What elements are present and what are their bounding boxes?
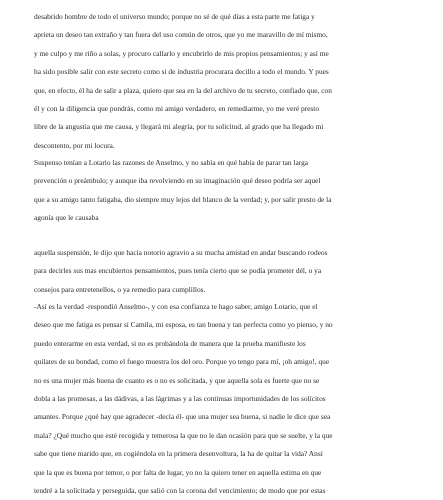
text-line: libre de la angustia que me causa, y llegará mi alegría, por tu solicitud, al grado que ha llegado mi [34, 122, 324, 132]
text-line: amantes. Porque ¿qué hay que agradecer -decía él- que una mujer sea buena, si nadie le dice que sea [34, 412, 331, 422]
text-line: agonía que le causaba [34, 213, 99, 223]
text-line: él y con la diligencia que pondrás, como mi amigo verdadero, en remediarme, yo me veré presto [34, 104, 320, 114]
text-line: consejos para entretenellos, o ya remedio para cumplillos. [34, 284, 206, 294]
text-line: ha sido posible salir con este secreto como si de industria procurara decillo a todo el mundo. Y pues [34, 67, 329, 77]
text-line: -Así es la verdad -respondió Anselmo-, y con esa confianza te hago saber, amigo Lotario, que el [34, 302, 318, 311]
text-line: Suspenso tenían a Lotario las razones de Anselmo, y no sabía en qué había de parar tan larga [34, 158, 309, 167]
text-line: descontento, por mi locura. [34, 140, 115, 150]
paragraph [34, 298, 414, 500]
text-line: aquella suspensión, le dijo que hacía notorio agravio a su mucha amistad en andar buscando rodeos [34, 248, 328, 257]
text-line: tendré a la solicitada y perseguida, que salió con la corona del vencimiento; de modo que por estas [34, 486, 326, 496]
text-line: quilates de su bondad, como el fuego muestra los del oro. Porque yo tengo para mí, ¡oh amigo!, que [34, 357, 330, 367]
text-line: no es una mujer más buena de cuanto es o no es solicitada, y que aquella sola es fuerte que no se [34, 375, 320, 385]
text-line: que la que es buena por temor, o por falta de lugar, yo no la quiero tener en aquella estima en que [34, 467, 322, 477]
text-line: desabrido hombre de todo el universo mundo; porque no sé de qué días a esta parte me fatiga y [34, 12, 315, 21]
text-line: para decirles sus mas encubiertos pensamientos, pues tenía cierto que se podía prometer dél, o ya [34, 266, 322, 276]
text-line: que, en efecto, él ha de salir a plaza, quiero que sea en la del archivo de tu secreto, confiado que, con [34, 85, 332, 95]
text-line: y me culpo y me riño a solas, y procuro callarlo y encubrirlo de mis propios pensamientos; y así me [34, 48, 329, 58]
text-line: deseo que me fatiga es pensar si Camila, mi esposa, es tan buena y tan perfecta como yo pienso, y no [34, 320, 333, 330]
text-line: sabe que tiene marido que, en cogiéndola en la primera desenvoltura, la ha de quitar la vida? Ansí [34, 449, 323, 459]
paragraph [34, 154, 414, 228]
text-line: prevención o preámbulo; y aunque iba revolviendo en su imaginación qué deseo podría ser aquel [34, 176, 321, 186]
text-line: aprieta un deseo tan extraño y tan fuera del uso común de otros, que yo me maravillo de mí mismo, [34, 30, 328, 40]
text-line: puedo enterarme en esta verdad, si no es probándola de manera que la prueba manifieste los [34, 338, 306, 348]
text-line: mala? ¿Qué mucho que esté recogida y temerosa la que no le dan ocasión para que se suelte, y la que [34, 430, 333, 440]
text-line: dobla a las promesas, a las dádivas, a las lágrimas y a las continuas importunidades de los solícitos [34, 394, 326, 404]
text-line: que a su amigo tanto fatigaba, dio siempre muy lejos del blanco de la verdad; y, por salir presto de la [34, 194, 332, 204]
paragraph [34, 8, 414, 155]
paragraph [34, 244, 414, 299]
